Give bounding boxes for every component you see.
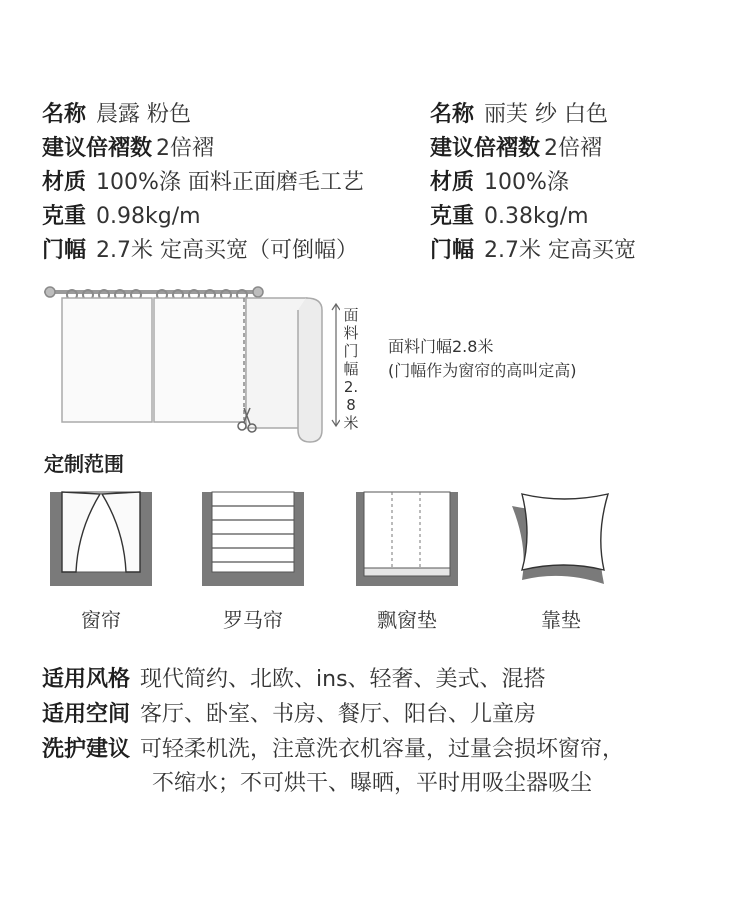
info-care: 洗护建议 可轻柔机洗，注意洗衣机容量，过量会损坏窗帘，: [42, 737, 625, 762]
dimension-arrow-icon: [332, 304, 340, 426]
product-label-pillow: 靠垫: [541, 608, 581, 632]
bay-window-cushion-icon: [354, 490, 460, 590]
spec-row-width: 门幅 2.7米 定高买宽（可倒幅）: [42, 238, 358, 263]
info-style: 适用风格 现代简约、北欧、ins、轻奢、美式、混搭: [42, 667, 546, 692]
spec-row-name: 名称 晨露 粉色: [42, 102, 192, 127]
info-space: 适用空间 客厅、卧室、书房、餐厅、阳台、儿童房: [42, 702, 537, 727]
spec-row-material: 材质 100%涤 面料正面磨毛工艺: [42, 170, 364, 195]
info-care-continued: 不缩水；不可烘干、曝晒，平时用吸尘器吸尘: [152, 771, 593, 796]
spec-row-weight: 克重 0.38kg/m: [430, 204, 589, 229]
spec-row-name: 名称 丽芙 纱 白色: [430, 102, 609, 127]
fabric-width-diagram: [40, 280, 340, 450]
right-spec: [430, 98, 636, 268]
spec-row-pleat: 建议倍褶数 2倍褶: [430, 136, 603, 161]
width-note-explanation: (门幅作为窗帘的高叫定高): [388, 361, 577, 380]
product-label-curtain: 窗帘: [81, 608, 121, 632]
product-label-roman-blind: 罗马帘: [223, 608, 283, 632]
left-spec: [42, 98, 364, 268]
spec-row-material: 材质 100%涤: [430, 170, 569, 195]
width-note: 面料门幅2.8米: [388, 337, 494, 356]
spec-row-weight: 克重 0.98kg/m: [42, 204, 201, 229]
roman-blind-icon: [200, 490, 306, 590]
section-title: 定制范围: [44, 452, 124, 476]
pillow-icon: [508, 490, 614, 590]
vertical-width-label: 面料门幅2.8米: [343, 306, 359, 432]
curtain-panel: [154, 298, 246, 422]
spec-row-pleat: 建议倍褶数 2倍褶: [42, 136, 215, 161]
product-label-bay-window-cushion: 飘窗垫: [377, 608, 437, 632]
spec-row-width: 门幅 2.7米 定高买宽: [430, 238, 636, 263]
curtain-panel: [62, 298, 152, 422]
curtain-icon: [48, 490, 154, 590]
